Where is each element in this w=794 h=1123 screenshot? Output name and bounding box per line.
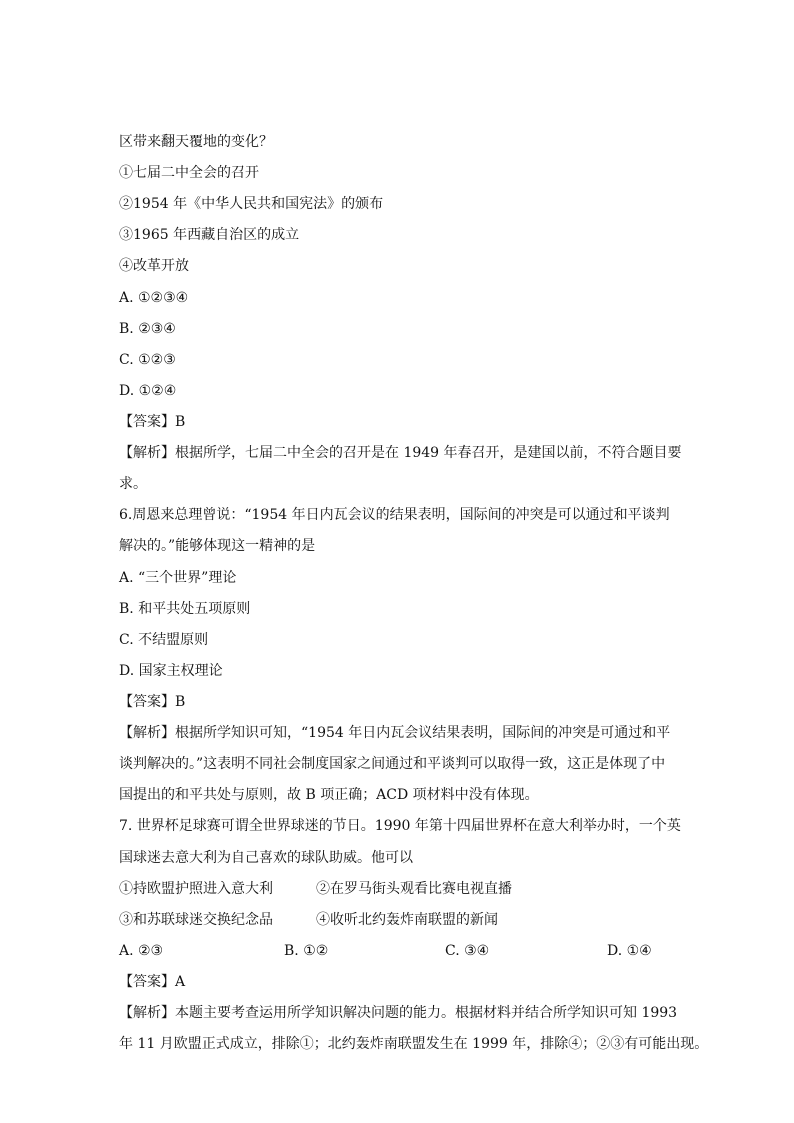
q5-answer: 【答案】B [119,414,186,430]
q5-option-d: D. ①②④ [119,383,177,399]
q6-option-a: A. “三个世界”理论 [119,570,237,586]
q7-stem-line-1: 7. 世界杯足球赛可谓全世界球迷的节日。1990 年第十四届世界杯在意大利举办时，一个英 [119,818,681,834]
q6-option-d: D. 国家主权理论 [119,663,223,679]
q6-analysis-line-1: 【解析】根据所学知识可知，“1954 年日内瓦会议结果表明，国际间的冲突是可通过和平 [119,725,671,741]
q6-option-c: C. 不结盟原则 [119,632,209,648]
q6-answer: 【答案】B [119,694,186,710]
q5-item-2: ②1954 年《中华人民共和国宪法》的颁布 [119,196,384,212]
q6-option-b: B. 和平共处五项原则 [119,601,251,617]
q7-analysis-line-1: 【解析】本题主要考查运用所学知识解决问题的能力。根据材料并结合所学知识可知 1993 [119,1005,678,1021]
q7-option-c: C. ③④ [445,943,490,959]
q7-option-d: D. ①④ [607,943,652,959]
q6-analysis-line-2: 谈判解决的。”这表明不同社会制度国家之间通过和平谈判可以取得一致，这正是体现了中 [119,756,666,772]
q5-option-a: A. ①②③④ [119,290,189,306]
q7-answer: 【答案】A [119,974,186,990]
q6-analysis-line-3: 国提出的和平共处与原则，故 B 项正确；ACD 项材料中没有体现。 [119,787,539,803]
q5-analysis-line-2: 求。 [119,476,147,492]
q5-stem-tail: 区带来翻天覆地的变化？ [119,134,273,150]
q7-analysis-line-2: 年 11 月欧盟正式成立，排除①；北约轰炸南联盟发生在 1999 年，排除④；②③有可能出现。 [119,1036,709,1052]
q5-item-1: ①七届二中全会的召开 [119,165,259,181]
q5-analysis-line-1: 【解析】根据所学，七届二中全会的召开是在 1949 年春召开，是建国以前，不符合题目要 [119,445,682,461]
q5-option-c: C. ①②③ [119,352,176,368]
q7-item-3: ③和苏联球迷交换纪念品 [119,912,273,928]
q7-item-4: ④收听北约轰炸南联盟的新闻 [316,912,498,928]
q7-item-1: ①持欧盟护照进入意大利 [119,881,273,897]
q6-stem-line-2: 解决的。”能够体现这一精神的是 [119,538,316,554]
q5-option-b: B. ②③④ [119,321,176,337]
q7-option-b: B. ①② [284,943,329,959]
q7-stem-line-2: 国球迷去意大利为自己喜欢的球队助威。他可以 [119,850,413,866]
q6-stem-line-1: 6.周恩来总理曾说：“1954 年日内瓦会议的结果表明，国际间的冲突是可以通过和平谈判 [119,507,670,523]
q7-option-a: A. ②③ [119,943,164,959]
q5-item-4: ④改革开放 [119,258,189,274]
q7-item-2: ②在罗马街头观看比赛电视直播 [316,881,512,897]
q5-item-3: ③1965 年西藏自治区的成立 [119,227,300,243]
